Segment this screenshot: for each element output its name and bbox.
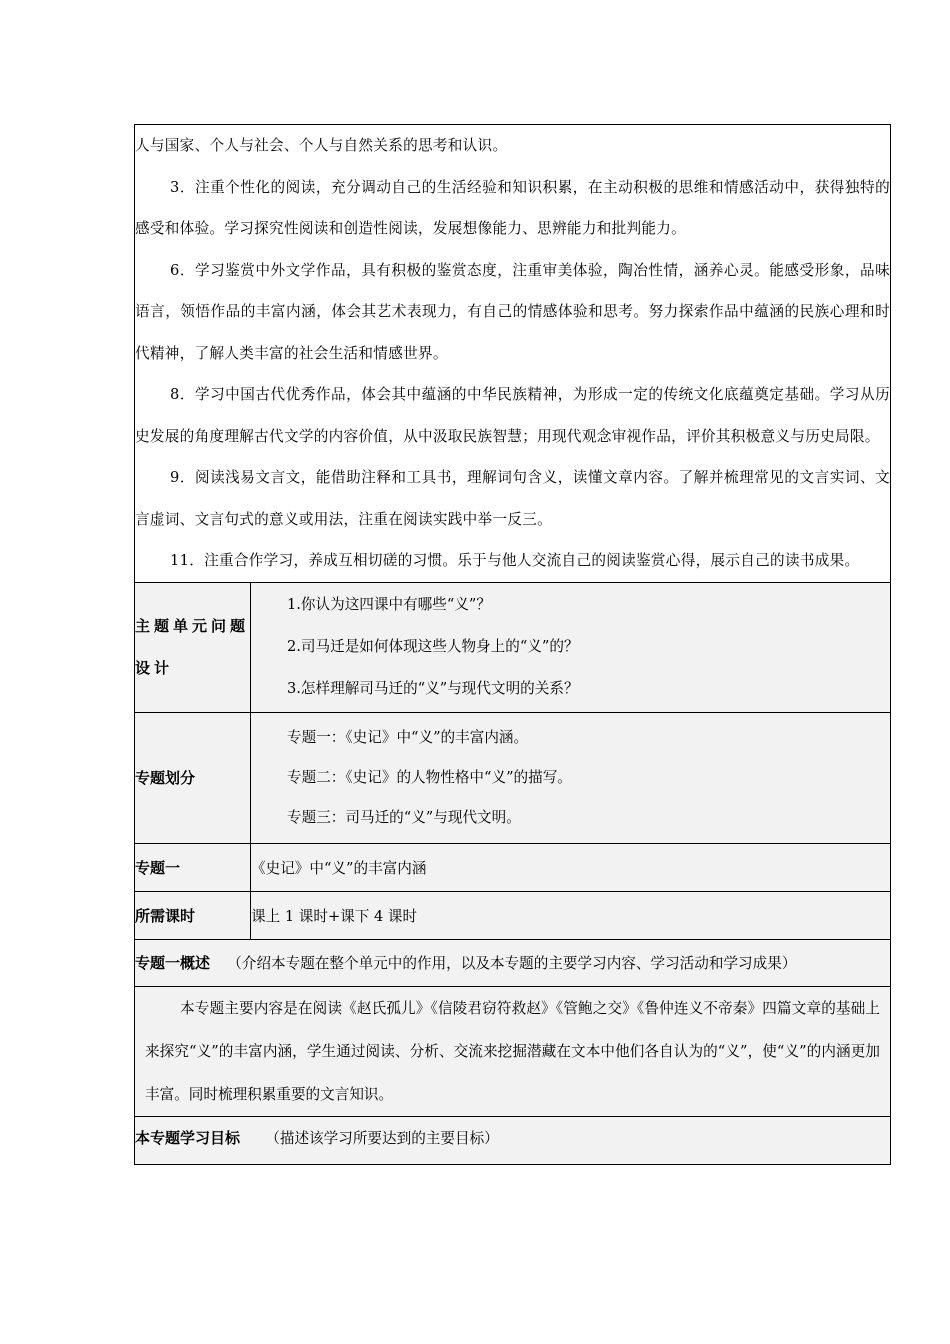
overview-body	[135, 986, 891, 1116]
standard-item: 11．注重合作学习，养成互相切磋的习惯。乐于与他人交流自己的阅读鉴赏心得，展示自己的读书成果。	[170, 552, 860, 569]
standard-item: 8．学习中国古代优秀作品，体会其中蕴涵的中华民族精神，为形成一定的传统文化底蕴奠定基础。学习从历史发展的角度理解古代文学的内容价值，从中汲取民族智慧；用现代观念审视作品，评价其积极意义与历史局限。	[135, 386, 890, 445]
questions-row	[135, 582, 891, 712]
overview-hint: （介绍本专题在整个单元中的作用，以及本专题的主要学习内容、学习活动和学习成果）	[227, 955, 797, 972]
topic-item: 专题三：司马迁的“义”与现代文明。	[287, 808, 521, 826]
standards-row	[135, 125, 891, 583]
overview-header-row	[135, 939, 891, 986]
standards-cell	[135, 125, 891, 583]
goals-header-row	[135, 1116, 891, 1164]
standard-item: 6．学习鉴赏中外文学作品，具有积极的鉴赏态度，注重审美体验，陶冶性情，涵养心灵。能感受形象，品味语言，领悟作品的丰富内涵，体会其艺术表现力，有自己的情感体验和思考。努力探索作品中蕴涵的民族心理和时代精神，了解人类丰富的社会生活和情感世界。	[135, 261, 890, 362]
goals-label: 本专题学习目标	[135, 1128, 241, 1147]
topics-row	[135, 712, 891, 843]
overview-label: 专题一概述	[135, 954, 211, 972]
overview-body-row	[135, 986, 891, 1116]
hours-row	[135, 891, 891, 939]
question-item: 1.你认为这四课中有哪些“义”？	[287, 596, 491, 613]
topic-item: 专题二：《史记》的人物性格中“义”的描写。	[287, 768, 572, 786]
topic1-label: 专题一	[135, 843, 251, 891]
goals-header	[135, 1116, 891, 1164]
standard-item: 人与国家、个人与社会、个人与自然关系的思考和认识。	[135, 137, 508, 154]
overview-text: 本专题主要内容是在阅读《赵氏孤儿》《信陵君窃符救赵》《管鲍之交》《鲁仲连义不帝秦》四篇文章的基础上来探究“义”的丰富内涵，学生通过阅读、分析、交流来挖掘潜藏在文本中他们各自认为的“义”，使“义”的内涵更加丰富。同时梳理积累重要的文言知识。	[145, 999, 880, 1103]
lesson-plan-table	[134, 124, 891, 1165]
topic1-value: 《史记》中“义”的丰富内涵	[251, 843, 891, 891]
standard-item: 3．注重个性化的阅读，充分调动自己的生活经验和知识积累，在主动积极的思维和情感活动中，获得独特的感受和体验。学习探究性阅读和创造性阅读，发展想像能力、思辨能力和批判能力。	[135, 178, 890, 237]
topic1-row	[135, 843, 891, 891]
question-item: 2.司马迁是如何体现这些人物身上的“义”的？	[287, 638, 579, 655]
hours-label: 所需课时	[135, 891, 251, 939]
topics-cell	[251, 712, 891, 843]
questions-cell	[251, 582, 891, 712]
hours-value: 课上 1 课时+课下 4 课时	[251, 891, 891, 939]
goals-hint: （描述该学习所要达到的主要目标）	[265, 1129, 499, 1147]
topic-item: 专题一：《史记》中“义”的丰富内涵。	[287, 728, 529, 746]
questions-label-cell	[135, 582, 251, 712]
question-item: 3.怎样理解司马迁的“义”与现代文明的关系？	[287, 680, 579, 697]
questions-label: 主题单元问题设计	[135, 617, 250, 677]
topics-label: 专题划分	[135, 712, 251, 843]
standard-item: 9．阅读浅易文言文，能借助注释和工具书，理解词句含义，读懂文章内容。了解并梳理常见的文言实词、文言虚词、文言句式的意义或用法，注重在阅读实践中举一反三。	[135, 469, 890, 528]
overview-header	[135, 939, 891, 986]
